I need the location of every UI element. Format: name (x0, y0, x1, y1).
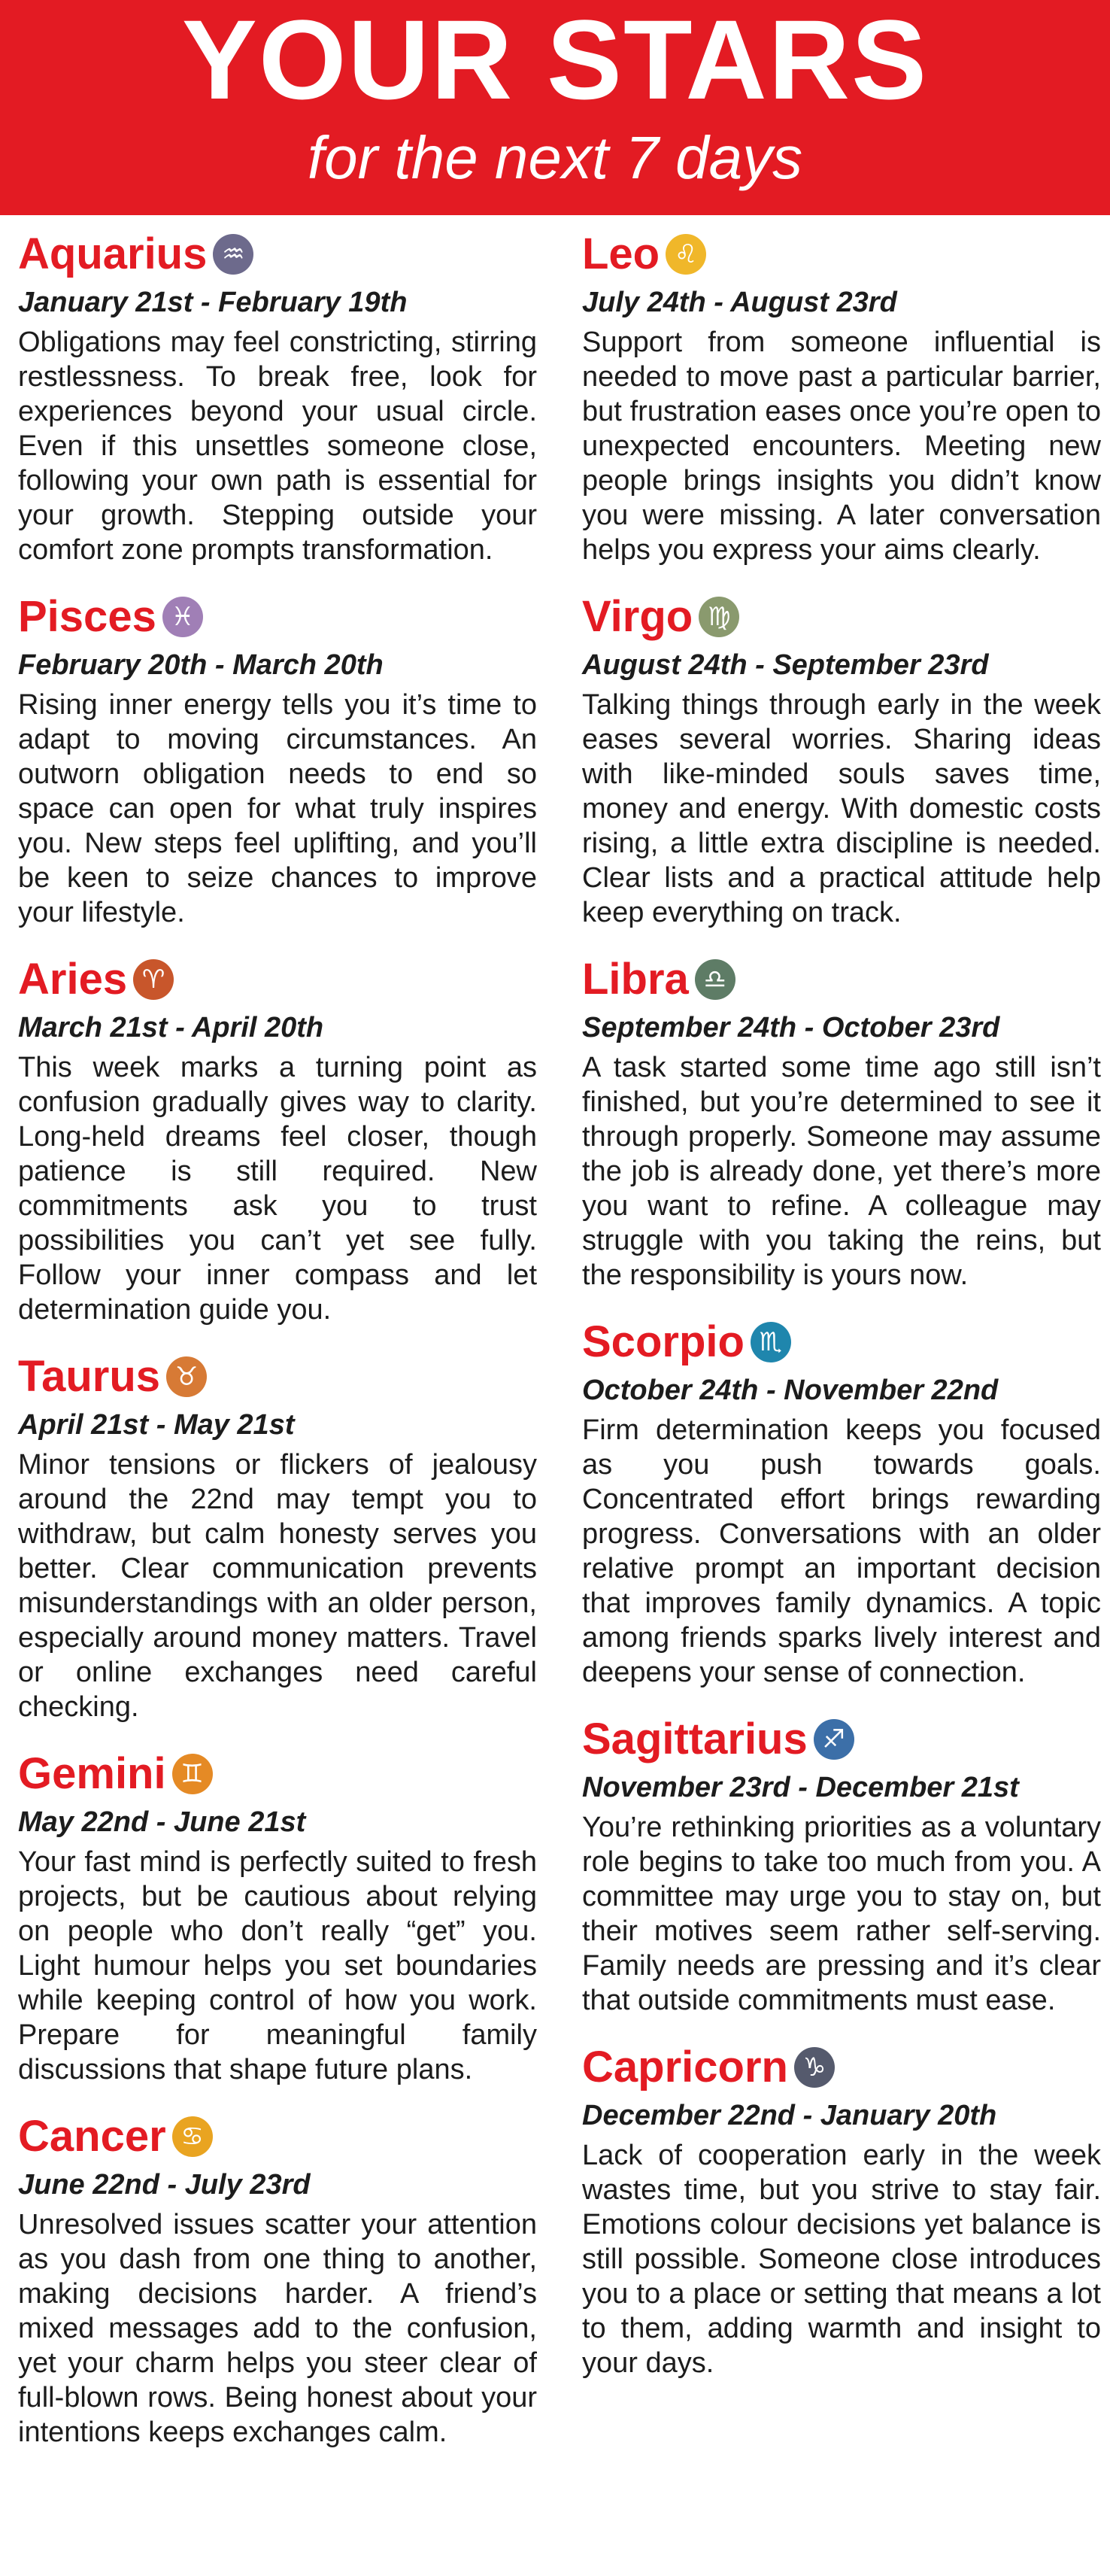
sign-dates: August 24th - September 23rd (582, 649, 989, 681)
taurus-icon: ♉ (166, 1356, 207, 1397)
sign-name: Sagittarius (582, 1715, 808, 1763)
sign-forecast: Support from someone influential is needed to move past a particular barrier, but frustration eases once you’re open to unexpected encounters. Meeting new people brings insights you didn’t know you were missing. A later conversation helps you express your aims clearly. (582, 327, 1101, 566)
cancer-icon: ♋ (172, 2116, 213, 2157)
sign-name: Aries (18, 955, 128, 1004)
sign-pisces (18, 590, 537, 930)
virgo-icon: ♍ (699, 597, 739, 637)
sign-dates: April 21st - May 21st (18, 1409, 295, 1441)
sign-name: Taurus (18, 1352, 161, 1401)
left-column (18, 227, 537, 2472)
page-subtitle: for the next 7 days (307, 124, 803, 191)
sign-sagittarius (582, 1712, 1101, 2018)
sign-virgo (582, 590, 1101, 930)
pisces-icon: ♓ (162, 597, 203, 637)
scorpio-icon: ♏ (751, 1322, 791, 1362)
sign-name: Capricorn (582, 2043, 788, 2091)
aries-icon: ♈ (133, 959, 174, 1000)
sign-forecast: Unresolved issues scatter your attention as you dash from one thing to another, making decisions harder. A friend’s mixed messages add to the confusion, yet your charm helps you steer clear of full-blown rows. Being honest about your intentions keeps exchanges calm. (18, 2209, 537, 2448)
right-column (582, 227, 1101, 2472)
sign-name: Virgo (582, 592, 693, 641)
sign-aries (18, 952, 537, 1327)
sign-dates: November 23rd - December 21st (582, 1772, 1019, 1803)
sign-name: Gemini (18, 1749, 166, 1798)
sign-heading (582, 952, 1101, 1007)
sign-dates: October 24th - November 22nd (582, 1375, 999, 1406)
sign-cancer (18, 2110, 537, 2450)
sign-name: Aquarius (18, 229, 208, 278)
sign-name: Scorpio (582, 1317, 745, 1366)
sign-dates: January 21st - February 19th (18, 287, 408, 318)
leo-icon: ♌ (666, 234, 706, 275)
sign-dates: February 20th - March 20th (18, 649, 384, 681)
page-title: YOUR STARS (181, 0, 929, 123)
sign-dates: March 21st - April 20th (18, 1012, 324, 1043)
sign-heading (18, 2110, 537, 2164)
sign-gemini (18, 1747, 537, 2087)
sign-forecast: Firm determination keeps you focused as you push towards goals. Concentrated effort brings rewarding progress. Conversations with an older relative prompt an important decision that improves family dynamics. A topic among friends sparks lively interest and deepens your sense of connection. (582, 1414, 1101, 1688)
sign-scorpio (582, 1315, 1101, 1690)
sign-dates: December 22nd - January 20th (582, 2100, 997, 2131)
sign-heading (18, 590, 537, 644)
sign-forecast: You’re rethinking priorities as a voluntary role begins to take too much from you. A committee may urge you to stay on, but their motives seem rather self-serving. Family needs are pressing and it’s clear that outside commitments must ease. (582, 1812, 1101, 2016)
sign-forecast: Talking things through early in the week eases several worries. Sharing ideas with like-minded souls saves time, money and energy. With domestic costs rising, a little extra discipline is needed. Clear lists and a practical attitude help keep everything on track. (582, 689, 1101, 928)
sign-heading (18, 1350, 537, 1404)
sign-dates: June 22nd - July 23rd (18, 2169, 311, 2201)
sign-heading (582, 2040, 1101, 2095)
capricorn-icon: ♑ (794, 2047, 835, 2088)
sign-taurus (18, 1350, 537, 1724)
sign-forecast: This week marks a turning point as confusion gradually gives way to clarity. Long-held dreams feel closer, though patience is still required. New commitments ask you to trust possibilities you can’t yet see fully. Follow your inner compass and let determination guide you. (18, 1052, 537, 1326)
sign-heading (582, 1712, 1101, 1766)
sign-forecast: Obligations may feel constricting, stirring restlessness. To break free, look for experiences beyond your usual circle. Even if this unsettles someone close, following your own path is essential for your growth. Stepping outside your comfort zone prompts transformation. (18, 327, 537, 566)
sign-forecast: Lack of cooperation early in the week wastes time, but you strive to stay fair. Emotions colour decisions yet balance is still possible. Someone close introduces you to a place or setting that means a lot to them, adding warmth and insight to your days. (582, 2140, 1101, 2379)
sign-dates: May 22nd - June 21st (18, 1806, 306, 1838)
sagittarius-icon: ♐ (814, 1719, 854, 1760)
sign-dates: September 24th - October 23rd (582, 1012, 1000, 1043)
aquarius-icon: ♒ (213, 234, 253, 275)
sign-libra (582, 952, 1101, 1293)
sign-name: Libra (582, 955, 689, 1004)
sign-forecast: Rising inner energy tells you it’s time to adapt to moving circumstances. An outworn obligation needs to end so space can open for what truly inspires you. New steps feel uplifting, and you’ll be keen to seize chances to improve your lifestyle. (18, 689, 537, 928)
header-banner (0, 0, 1110, 215)
sign-forecast: A task started some time ago still isn’t finished, but you’re determined to see it through properly. Someone may assume the job is already done, yet there’s more you want to refine. A colleague may struggle with you taking the reins, but the responsibility is yours now. (582, 1052, 1101, 1291)
sign-heading (18, 227, 537, 281)
sign-dates: July 24th - August 23rd (582, 287, 897, 318)
sign-heading (18, 952, 537, 1007)
sign-name: Leo (582, 229, 660, 278)
sign-leo (582, 227, 1101, 567)
horoscope-columns (0, 215, 1110, 2472)
gemini-icon: ♊ (172, 1754, 213, 1794)
sign-heading (582, 227, 1101, 281)
sign-heading (582, 1315, 1101, 1369)
sign-capricorn (582, 2040, 1101, 2380)
sign-forecast: Minor tensions or flickers of jealousy around the 22nd may tempt you to withdraw, but calm honesty serves you better. Clear communication prevents misunderstandings with an older person, especially around money matters. Travel or online exchanges need careful checking. (18, 1449, 537, 1723)
sign-forecast: Your fast mind is perfectly suited to fresh projects, but be cautious about relying on people who don’t really “get” you. Light humour helps you set boundaries while keeping control of how you work. Prepare for meaningful family discussions that shape future plans. (18, 1846, 537, 2085)
sign-aquarius (18, 227, 537, 567)
sign-heading (18, 1747, 537, 1801)
sign-name: Pisces (18, 592, 156, 641)
sign-name: Cancer (18, 2112, 166, 2161)
libra-icon: ♎ (695, 959, 735, 1000)
sign-heading (582, 590, 1101, 644)
